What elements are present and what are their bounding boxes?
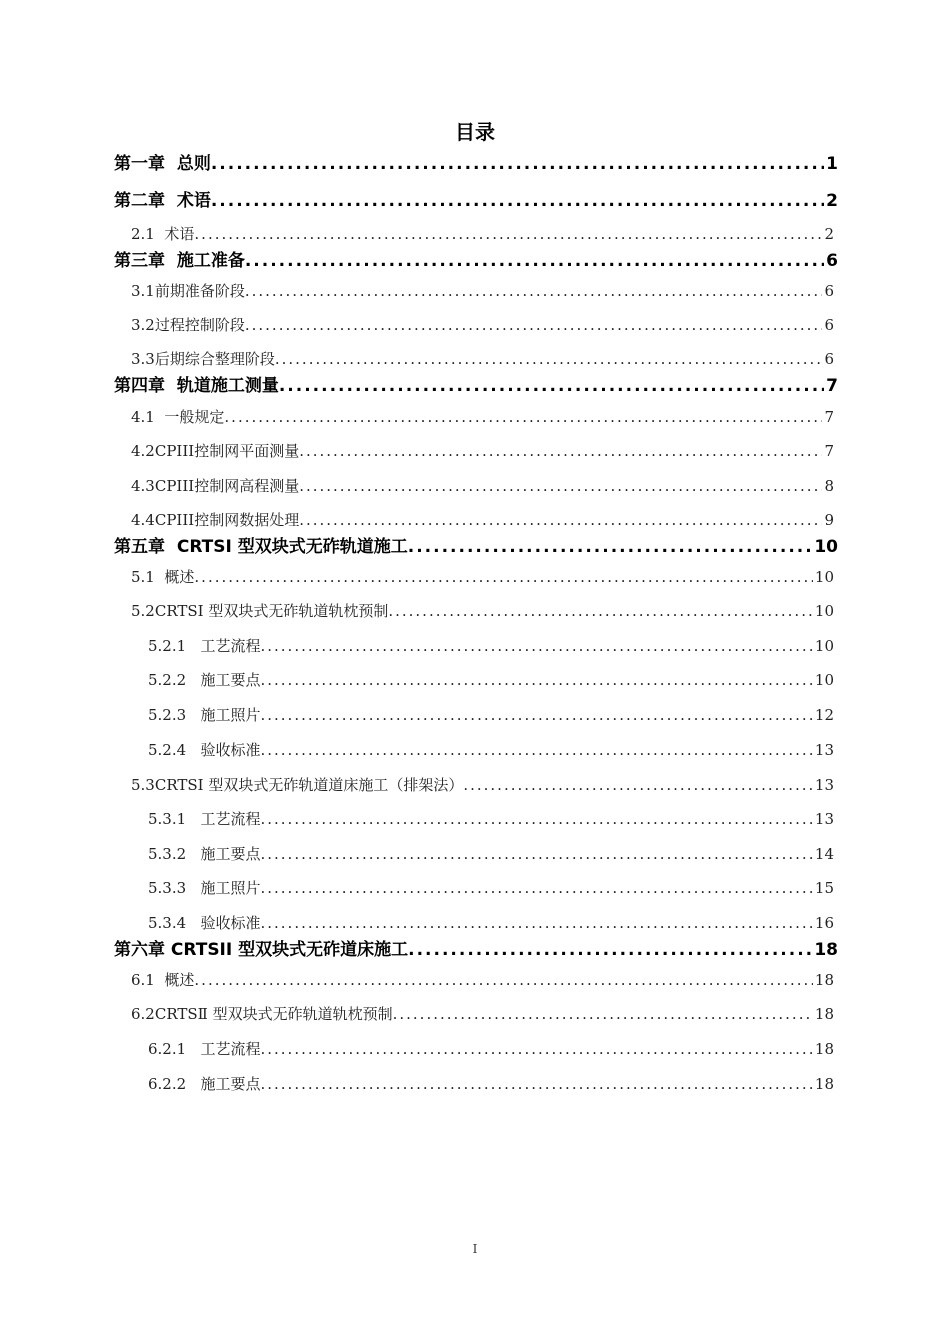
toc-section-entry[interactable] bbox=[148, 808, 834, 829]
toc-dot-leader bbox=[260, 914, 812, 932]
toc-dot-leader bbox=[194, 971, 813, 989]
toc-section-entry[interactable] bbox=[131, 314, 834, 335]
toc-dot-leader bbox=[260, 741, 812, 759]
toc-dot-leader bbox=[275, 350, 823, 368]
toc-dot-leader bbox=[194, 225, 822, 243]
toc-entry-label: 5.1 概述 bbox=[131, 568, 195, 586]
toc-page-number: 8 bbox=[824, 477, 834, 495]
toc-chapter-entry[interactable] bbox=[114, 935, 838, 960]
toc-section-entry[interactable] bbox=[148, 1073, 834, 1094]
toc-section-entry[interactable] bbox=[131, 600, 834, 621]
toc-entry-label: 5.3CRTSI 型双块式无砟轨道道床施工（排架法） bbox=[131, 776, 464, 794]
toc-page-number: 18 bbox=[814, 1005, 834, 1023]
toc-page-number: 14 bbox=[814, 845, 834, 863]
toc-page-number: 13 bbox=[814, 810, 834, 828]
toc-dot-leader bbox=[245, 316, 823, 334]
toc-section-entry[interactable] bbox=[131, 280, 834, 301]
toc-entry-label: 3.1前期准备阶段 bbox=[131, 282, 245, 300]
toc-entry-label: 第一章 总则 bbox=[114, 154, 211, 174]
toc-page-number: 6 bbox=[826, 251, 838, 271]
toc-entry-label: 第四章 轨道施工测量 bbox=[114, 376, 279, 396]
toc-dot-leader bbox=[194, 568, 813, 586]
toc-section-entry[interactable] bbox=[131, 509, 834, 530]
toc-entry-label: 3.3后期综合整理阶段 bbox=[131, 350, 275, 368]
toc-dot-leader bbox=[260, 879, 812, 897]
toc-dot-leader bbox=[408, 537, 813, 557]
toc-page-number: 13 bbox=[814, 776, 834, 794]
toc-dot-leader bbox=[260, 1040, 812, 1058]
toc-entry-label: 5.2CRTSI 型双块式无砟轨道轨枕预制 bbox=[131, 602, 389, 620]
toc-dot-leader bbox=[463, 776, 813, 794]
toc-entry-label: 4.2CPIII控制网平面测量 bbox=[131, 442, 300, 460]
toc-entry-label: 第五章 CRTSI 型双块式无砟轨道施工 bbox=[114, 537, 408, 557]
toc-dot-leader bbox=[260, 845, 812, 863]
page-number-footer: I bbox=[472, 1242, 478, 1256]
toc-dot-leader bbox=[260, 637, 812, 655]
toc-entry-label: 第三章 施工准备 bbox=[114, 251, 245, 271]
toc-page-number: 18 bbox=[814, 971, 834, 989]
toc-entry-label: 5.2.2 施工要点 bbox=[148, 671, 261, 689]
toc-dot-leader bbox=[211, 191, 824, 211]
toc-entry-label: 5.3.4 验收标准 bbox=[148, 914, 261, 932]
toc-entry-label: 5.2.4 验收标准 bbox=[148, 741, 261, 759]
toc-entry-label: 5.3.3 施工照片 bbox=[148, 879, 261, 897]
toc-page-number: 15 bbox=[814, 879, 834, 897]
toc-chapter-entry[interactable] bbox=[114, 246, 838, 271]
toc-page-number: 9 bbox=[824, 511, 834, 529]
toc-entry-label: 2.1 术语 bbox=[131, 225, 195, 243]
toc-page-number: 10 bbox=[814, 537, 838, 557]
toc-dot-leader bbox=[299, 442, 822, 460]
toc-page-number: 18 bbox=[814, 940, 838, 960]
toc-entry-label: 4.4CPIII控制网数据处理 bbox=[131, 511, 300, 529]
toc-page-number: 10 bbox=[814, 637, 834, 655]
toc-entry-label: 第六章 CRTSII 型双块式无砟道床施工 bbox=[114, 940, 409, 960]
toc-section-entry[interactable] bbox=[131, 774, 834, 795]
toc-section-entry[interactable] bbox=[131, 475, 834, 496]
toc-entry-label: 5.3.1 工艺流程 bbox=[148, 810, 261, 828]
toc-section-entry[interactable] bbox=[148, 1038, 834, 1059]
toc-section-entry[interactable] bbox=[131, 406, 834, 427]
toc-page-number: 2 bbox=[826, 191, 838, 211]
toc-dot-leader bbox=[279, 376, 824, 396]
toc-section-entry[interactable] bbox=[131, 440, 834, 461]
toc-dot-leader bbox=[211, 154, 824, 174]
toc-section-entry[interactable] bbox=[131, 348, 834, 369]
toc-entry-label: 4.3CPIII控制网高程测量 bbox=[131, 477, 300, 495]
toc-chapter-entry[interactable] bbox=[114, 149, 838, 174]
toc-entry-label: 5.2.3 施工照片 bbox=[148, 706, 261, 724]
toc-page-number: 6 bbox=[824, 282, 834, 300]
toc-entry-label: 6.2.1 工艺流程 bbox=[148, 1040, 261, 1058]
toc-dot-leader bbox=[393, 1005, 813, 1023]
toc-page-number: 6 bbox=[824, 316, 834, 334]
toc-dot-leader bbox=[260, 671, 812, 689]
toc-page-number: 16 bbox=[814, 914, 834, 932]
toc-dot-leader bbox=[224, 408, 822, 426]
toc-section-entry[interactable] bbox=[148, 877, 834, 898]
toc-page-number: 1 bbox=[826, 154, 838, 174]
toc-section-entry[interactable] bbox=[131, 1003, 834, 1024]
toc-page-number: 10 bbox=[814, 602, 834, 620]
toc-title: 目录 bbox=[455, 120, 495, 144]
toc-entry-label: 5.2.1 工艺流程 bbox=[148, 637, 261, 655]
toc-entry-label: 6.2CRTSⅡ 型双块式无砟轨道轨枕预制 bbox=[131, 1005, 393, 1023]
toc-dot-leader bbox=[260, 1075, 812, 1093]
toc-section-entry[interactable] bbox=[148, 912, 834, 933]
toc-page-number: 7 bbox=[826, 376, 838, 396]
toc-dot-leader bbox=[408, 940, 812, 960]
toc-page-number: 10 bbox=[814, 671, 834, 689]
toc-page-number: 7 bbox=[824, 442, 834, 460]
toc-section-entry[interactable] bbox=[131, 969, 834, 990]
toc-section-entry[interactable] bbox=[131, 566, 834, 587]
toc-dot-leader bbox=[245, 251, 824, 271]
toc-page-number: 10 bbox=[814, 568, 834, 586]
toc-chapter-entry[interactable] bbox=[114, 532, 838, 557]
toc-dot-leader bbox=[245, 282, 823, 300]
toc-section-entry[interactable] bbox=[131, 223, 834, 244]
toc-entry-label: 第二章 术语 bbox=[114, 191, 211, 211]
toc-entry-label: 3.2过程控制阶段 bbox=[131, 316, 245, 334]
toc-dot-leader bbox=[299, 511, 822, 529]
toc-entry-label: 4.1 一般规定 bbox=[131, 408, 225, 426]
toc-page-number: 12 bbox=[814, 706, 834, 724]
toc-dot-leader bbox=[260, 810, 812, 828]
toc-section-entry[interactable] bbox=[148, 669, 834, 690]
toc-section-entry[interactable] bbox=[148, 739, 834, 760]
toc-page-number: 2 bbox=[824, 225, 834, 243]
toc-chapter-entry[interactable] bbox=[114, 371, 838, 396]
toc-dot-leader bbox=[260, 706, 812, 724]
toc-entry-label: 5.3.2 施工要点 bbox=[148, 845, 261, 863]
toc-entry-label: 6.1 概述 bbox=[131, 971, 195, 989]
toc-section-entry[interactable] bbox=[148, 843, 834, 864]
toc-page-number: 18 bbox=[814, 1075, 834, 1093]
toc-page-number: 13 bbox=[814, 741, 834, 759]
toc-page-number: 7 bbox=[824, 408, 834, 426]
toc-section-entry[interactable] bbox=[148, 704, 834, 725]
toc-page-number: 18 bbox=[814, 1040, 834, 1058]
toc-page-number: 6 bbox=[824, 350, 834, 368]
toc-entry-label: 6.2.2 施工要点 bbox=[148, 1075, 261, 1093]
toc-dot-leader bbox=[299, 477, 822, 495]
toc-chapter-entry[interactable] bbox=[114, 186, 838, 211]
toc-section-entry[interactable] bbox=[148, 635, 834, 656]
toc-dot-leader bbox=[388, 602, 813, 620]
